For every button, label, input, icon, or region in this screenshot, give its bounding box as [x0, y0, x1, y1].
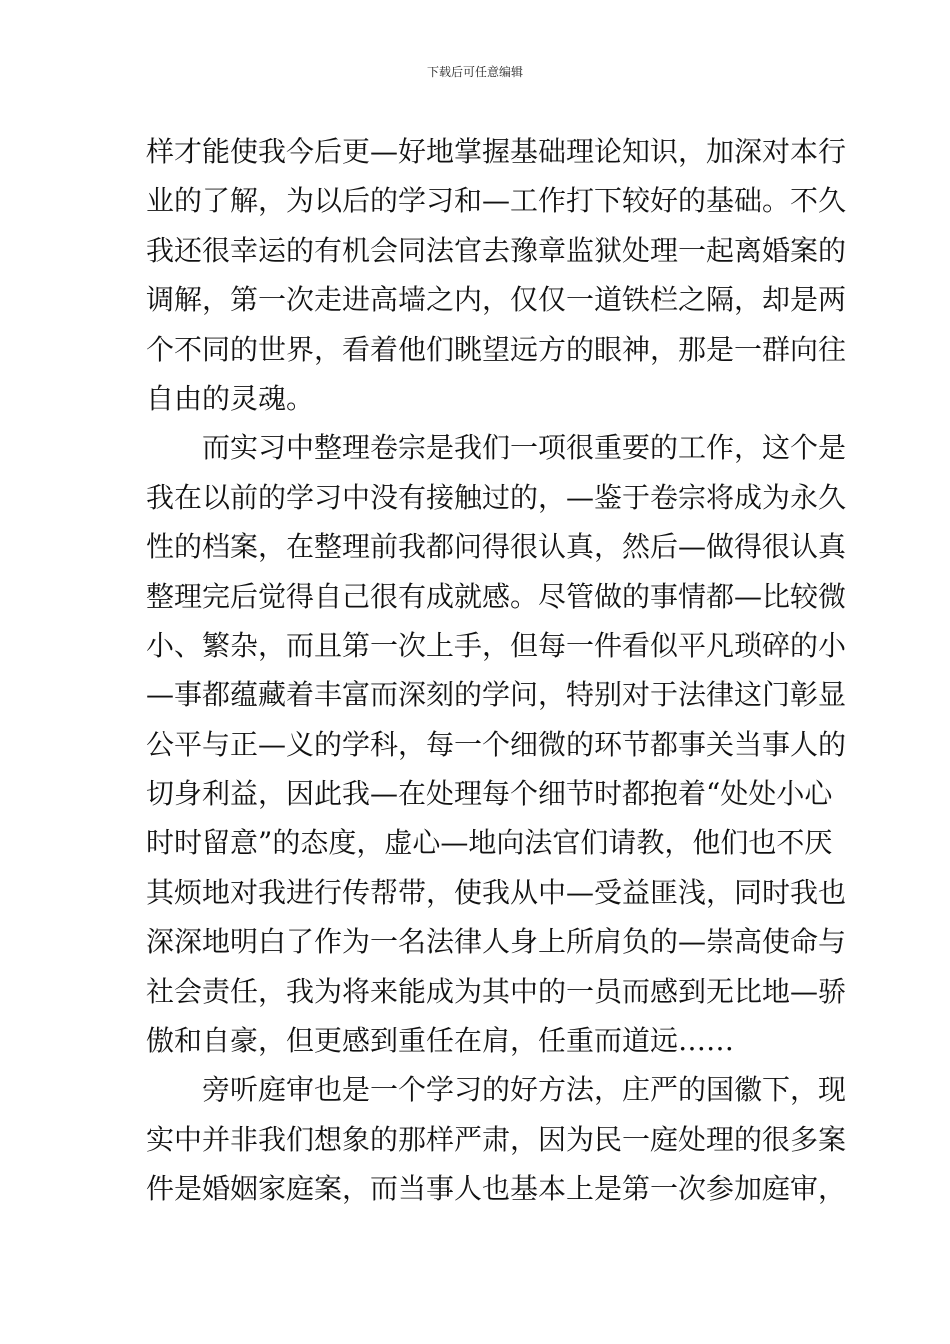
text-line: 样才能使我今后更—好地掌握基础理论知识，加深对本行: [146, 135, 847, 168]
text-line: 小、繁杂，而且第一次上手，但每一件看似平凡琐碎的小: [146, 628, 847, 662]
text-line: 其烦地对我进行传帮带，使我从中—受益匪浅，同时我也: [146, 875, 847, 909]
text-line: 件是婚姻家庭案，而当事人也基本上是第一次参加庭审，: [146, 1172, 847, 1206]
text-line: 社会责任，我为将来能成为其中的一员而感到无比地—骄: [146, 974, 847, 1008]
paragraph-start-line: 旁听庭审也是一个学习的好方法，庄严的国徽下，现: [202, 1073, 847, 1107]
text-line: 时时留意”的态度，虚心—地向法官们请教，他们也不厌: [146, 826, 833, 860]
text-line: 切身利益，因此我—在处理每个细节时都抱着“处处小心: [146, 777, 833, 811]
text-line: 公平与正—义的学科，每一个细微的环节都事关当事人的: [146, 727, 847, 761]
text-line: 性的档案，在整理前我都问得很认真，然后—做得很认真: [146, 530, 847, 564]
text-line: 傲和自豪，但更感到重任在肩，任重而道远……: [146, 1024, 735, 1058]
text-line: 业的了解，为以后的学习和—工作打下较好的基础。不久: [146, 184, 847, 218]
text-line: 自由的灵魂。: [146, 381, 315, 415]
page-header: 下载后可任意编辑: [426, 65, 523, 79]
text-line: 我在以前的学习中没有接触过的，—鉴于卷宗将成为永久: [146, 480, 847, 514]
body-text: [146, 132, 847, 1219]
text-line: 深深地明白了作为一名法律人身上所肩负的—崇高使命与: [146, 925, 847, 959]
paragraph-start-line: 而实习中整理卷宗是我们一项很重要的工作，这个是: [202, 431, 847, 465]
text-line: —事都蕴藏着丰富而深刻的学问，特别对于法律这门彰显: [146, 678, 847, 712]
text-line: 我还很幸运的有机会同法官去豫章监狱处理一起离婚案的: [146, 233, 847, 267]
text-line: 实中并非我们想象的那样严肃，因为民一庭处理的很多案: [146, 1122, 847, 1156]
text-line: 个不同的世界，看着他们眺望远方的眼神，那是一群向往: [146, 332, 847, 366]
text-line: 调解，第一次走进高墙之内，仅仅一道铁栏之隔，却是两: [146, 283, 847, 317]
text-line: 整理完后觉得自己很有成就感。尽管做的事情都—比较微: [146, 579, 847, 613]
